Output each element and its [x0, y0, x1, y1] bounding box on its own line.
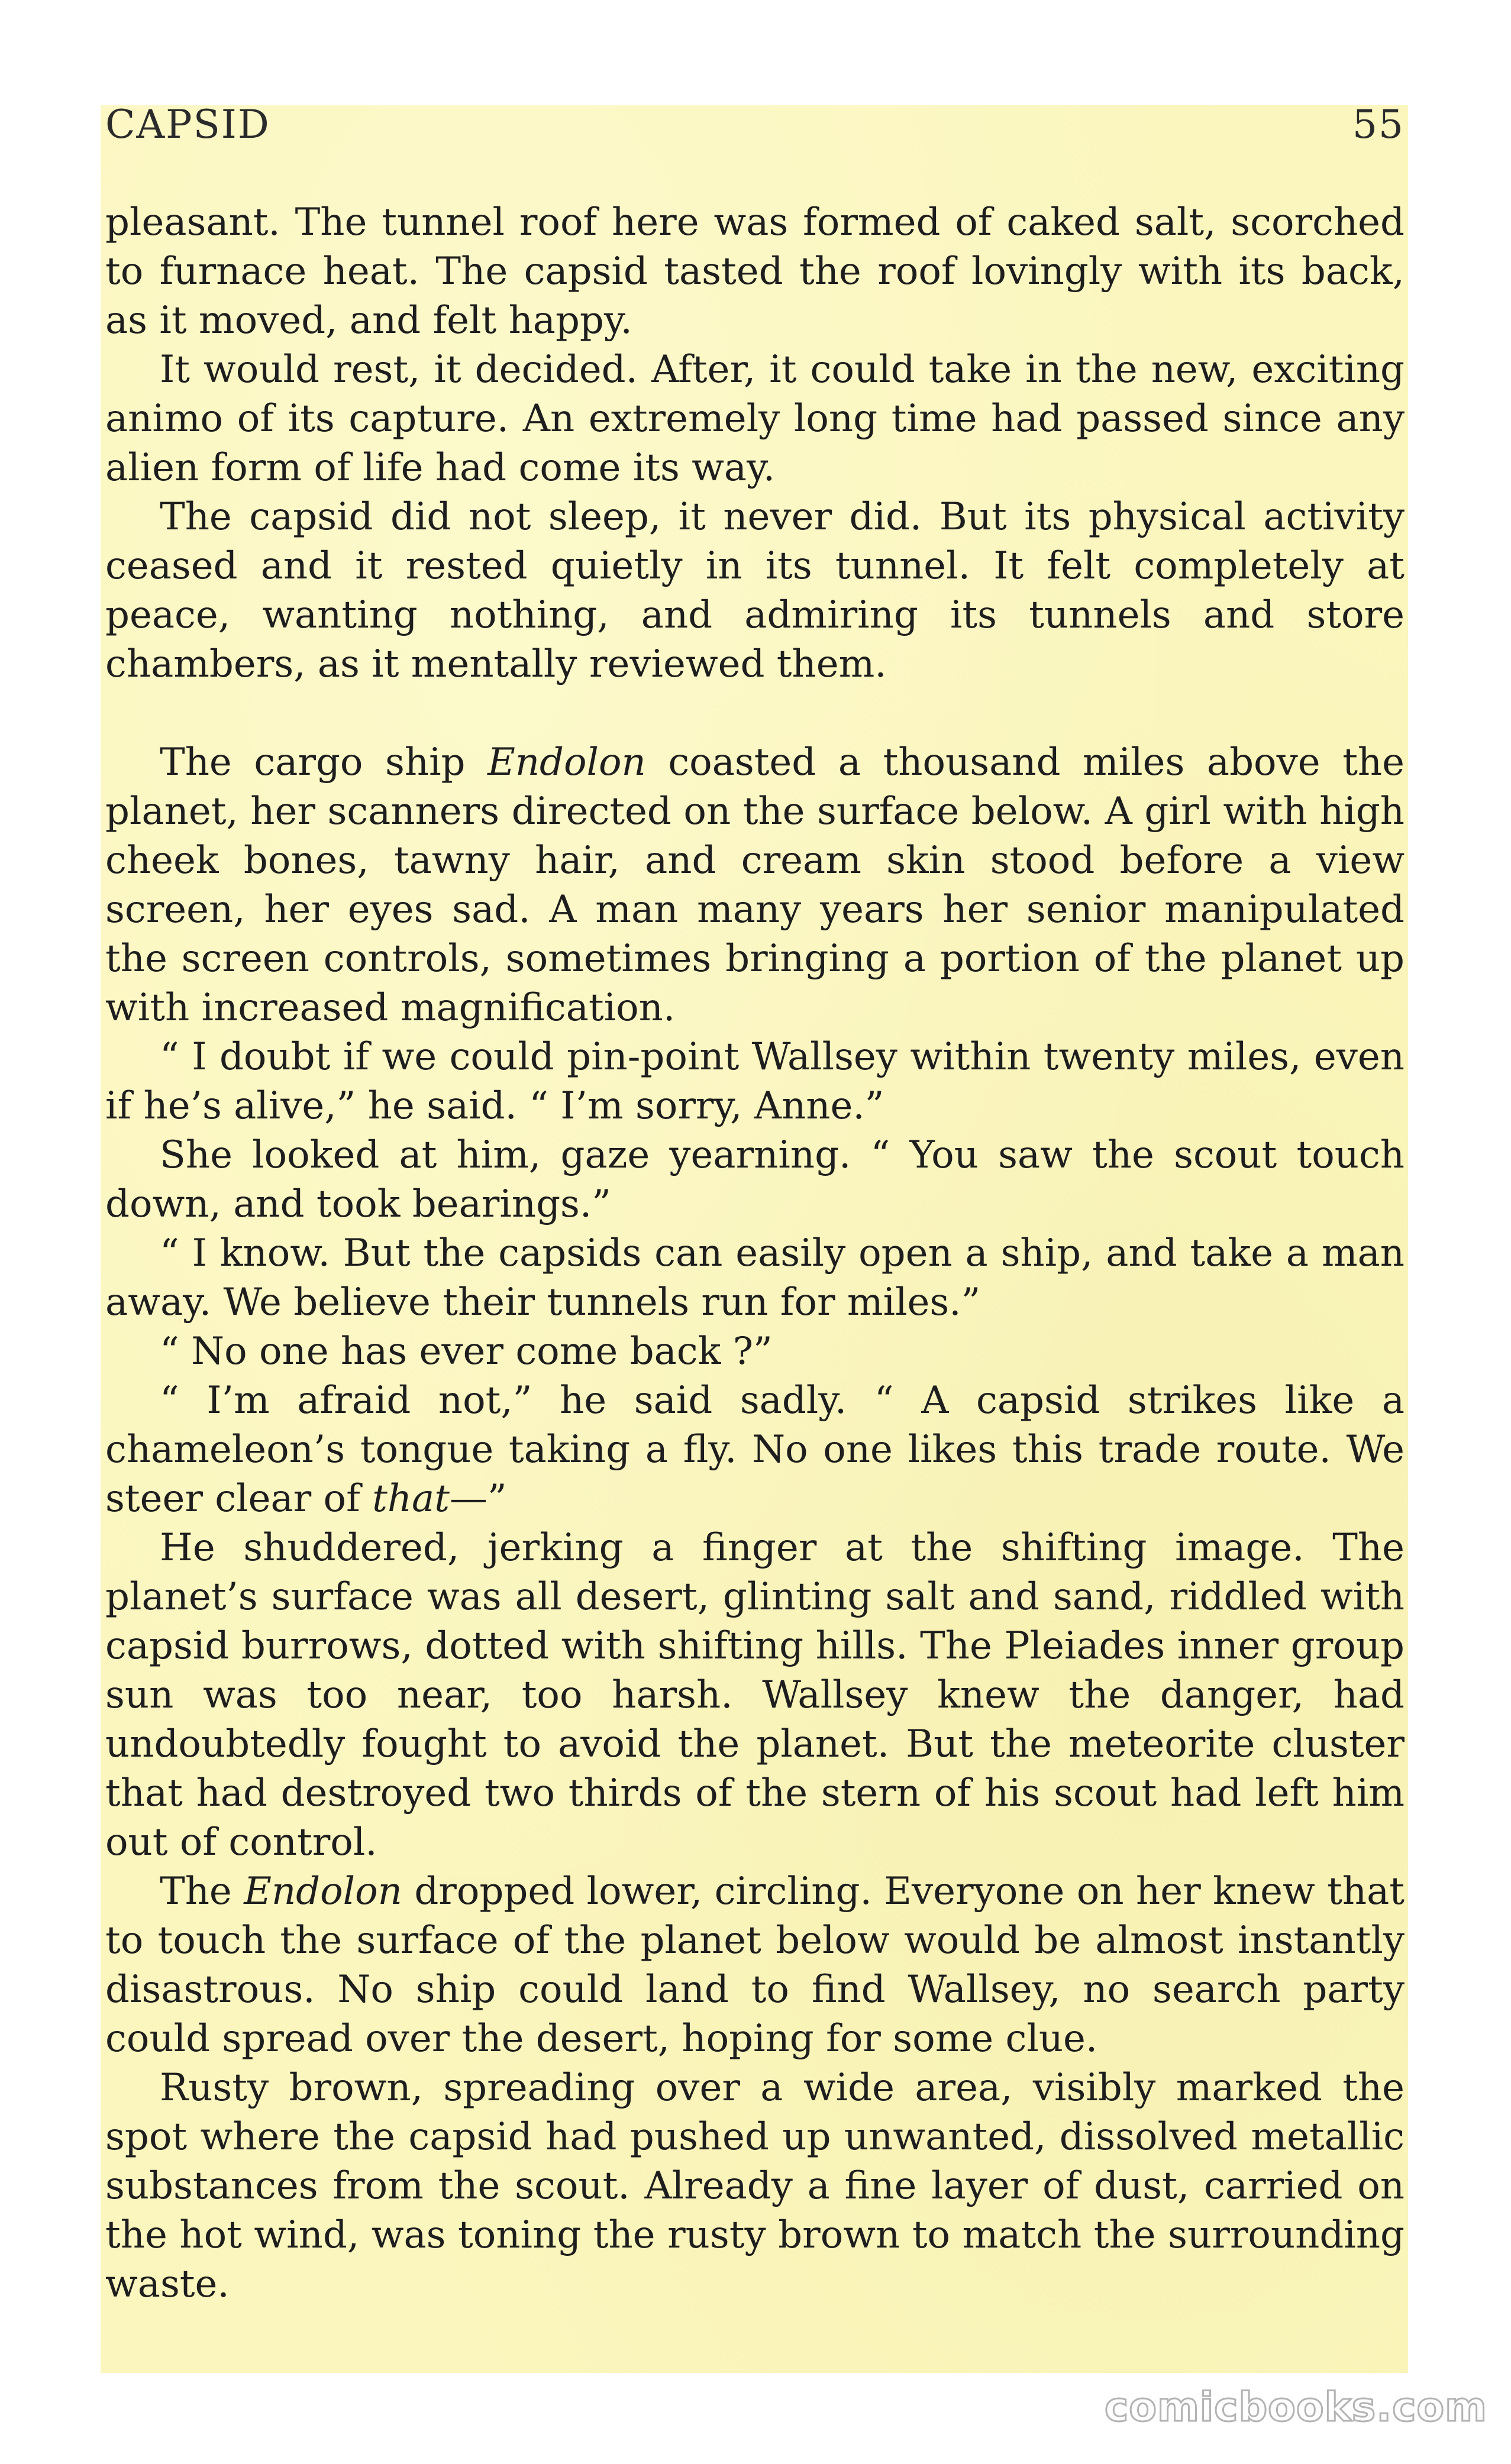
paragraph-lead: The	[160, 1870, 244, 1913]
paragraph-body: coasted a thousand miles above the planet, her scanners directed on the surface below. A girl with high cheek bones, tawny hair, and cream skin stood before a view screen, her eyes sad. A man many years her senior manipulated the screen controls, sometimes bringing a portion of the planet up with increased magnification.	[105, 741, 1405, 1030]
ship-name: Endolon	[244, 1870, 402, 1913]
page-header	[105, 102, 1405, 155]
paragraph: Rusty brown, spreading over a wide area, visibly marked the spot where the capsid had pushed up unwanted, dissolved metallic substances from the scout. Already a fine layer of dust, carried on the hot wind, was toning the rusty brown to match the surrounding waste.	[105, 2066, 1405, 2306]
body-text	[105, 198, 1405, 2309]
paragraph: “ I doubt if we could pin-point Wallsey within twenty miles, even if he’s alive,” he said. “ I’m sorry, Anne.”	[105, 1035, 1405, 1128]
paragraph	[105, 1867, 1405, 2064]
ship-name: Endolon	[487, 741, 646, 784]
emphasis: that	[372, 1477, 450, 1521]
paragraph: It would rest, it decided. After, it could take in the new, exciting animo of its capture. An extremely long time had passed since any alien form of life had come its way.	[105, 348, 1405, 490]
paragraph	[105, 1376, 1405, 1524]
watermark: comicbooks.com	[1104, 2384, 1487, 2431]
paragraph: pleasant. The tunnel roof here was formed of caked salt, scorched to furnace heat. The capsid tasted the roof lovingly with its back, as it moved, and felt happy.	[105, 201, 1405, 342]
paragraph: He shuddered, jerking a finger at the shifting image. The planet’s surface was all desert, glinting salt and sand, riddled with capsid burrows, dotted with shifting hills. The Pleiades inner group sun was too near, too harsh. Wallsey knew the danger, had undoubtedly fought to avoid the planet. But the meteorite cluster that had destroyed two thirds of the stern of his scout had left him out of control.	[105, 1526, 1405, 1864]
running-head: CAPSID	[105, 102, 270, 147]
paragraph: The capsid did not sleep, it never did. But its physical activity ceased and it rested quietly in its tunnel. It felt completely at peace, wanting nothing, and admiring its tunnels and store chambers, as it mentally reviewed them.	[105, 495, 1405, 686]
paragraph-body: “ I’m afraid not,” he said sadly. “ A capsid strikes like a chameleon’s tongue taking a fly. No one likes this trade route. We steer clear of	[105, 1379, 1405, 1521]
paragraph	[105, 738, 1405, 1033]
paragraph-tail: —”	[449, 1477, 507, 1521]
paragraph-body: dropped lower, circling. Everyone on her knew that to touch the surface of the planet below would be almost instantly disastrous. No ship could land to find Wallsey, no search party could spread over the desert, hoping for some clue.	[105, 1870, 1405, 2061]
paragraph: She looked at him, gaze yearning. “ You saw the scout touch down, and took bearings.”	[105, 1133, 1405, 1226]
paragraph: “ I know. But the capsids can easily open a ship, and take a man away. We believe their tunnels run for miles.”	[105, 1231, 1405, 1324]
page-number: 55	[1352, 102, 1405, 147]
paragraph-lead: The cargo ship	[160, 741, 488, 784]
paragraph: “ No one has ever come back ?”	[160, 1330, 773, 1373]
